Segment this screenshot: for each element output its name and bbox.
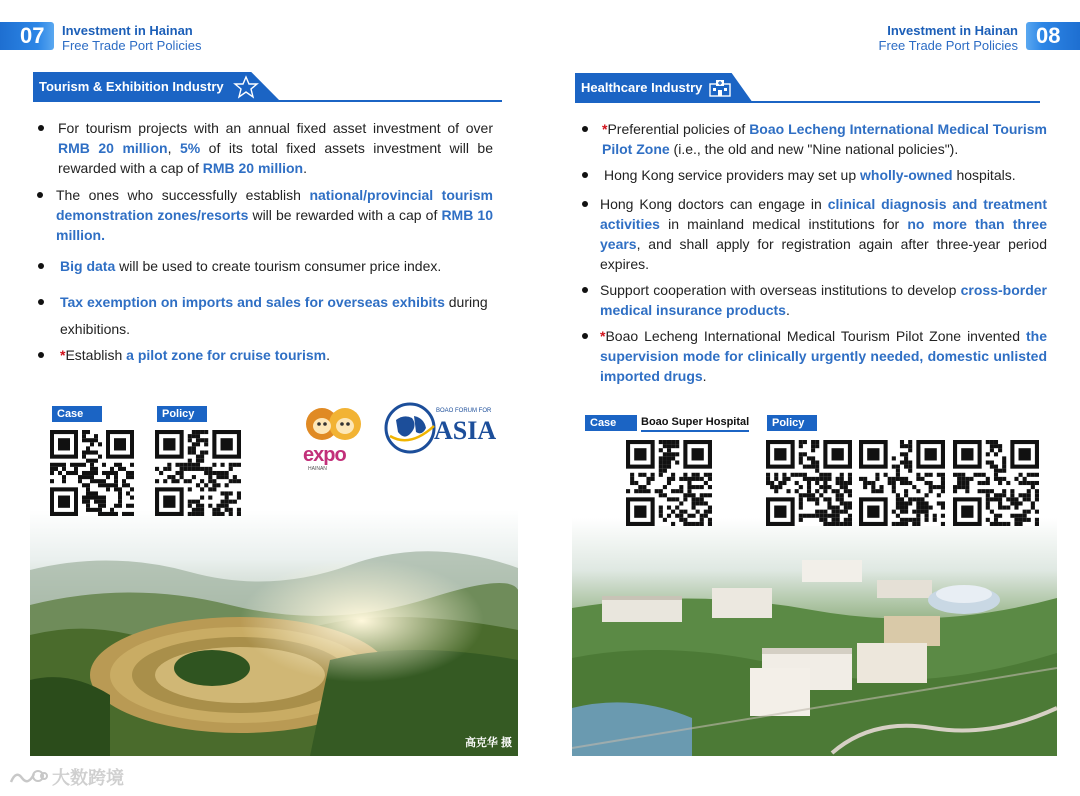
highlight-text: clinical diagnosis and treatment activities: [600, 196, 1047, 232]
body-text: hospitals.: [952, 167, 1016, 183]
tourism-section-rule: [270, 100, 502, 102]
body-text: will be rewarded with a cap of: [248, 207, 442, 223]
boao-forum-asia-logo: [384, 402, 524, 460]
right-header-subtitle: Free Trade Port Policies: [878, 38, 1018, 53]
right-header-title: Investment in Hainan: [887, 23, 1018, 38]
healthcare-bullet-3: [582, 194, 1047, 274]
globe-icon: [384, 402, 436, 454]
healthcare-section-rule: [740, 101, 1040, 103]
tourism-bullet-1: [38, 118, 493, 178]
body-text: The ones who successfully establish: [56, 187, 310, 203]
body-text: Hong Kong service providers may set up: [604, 167, 861, 183]
body-text: Support cooperation with overseas institutions to develop: [600, 282, 961, 298]
left-case-tag: Case: [52, 406, 102, 422]
body-text: will be used to create tourism consumer price index.: [115, 258, 442, 274]
highlight-text: RMB 20 million: [58, 140, 168, 156]
healthcare-bullet-5: [582, 326, 1047, 386]
right-page-header: [879, 23, 1018, 53]
highlight-text: RMB 20 million: [202, 160, 304, 176]
highlight-text: Boao Lecheng International Medical Tourism Pilot Zone: [602, 121, 1047, 157]
body-text: Hong Kong doctors can engage in: [600, 196, 828, 212]
healthcare-section-title-text: Healthcare Industry: [581, 80, 703, 95]
right-policy-qr-code-2[interactable]: [859, 440, 945, 526]
watermark-logo-icon: [8, 766, 48, 788]
case-name-boao-super-hospital: Boao Super Hospital: [641, 414, 749, 432]
photo-credit: 高克华 摄: [464, 737, 512, 749]
healthcare-bullet-4: [582, 280, 1047, 320]
star-icon: [233, 75, 259, 99]
boao-logo-asia-text: ASIA: [434, 416, 497, 445]
left-policy-tag: Policy: [157, 406, 207, 422]
healthcare-bullet-1: [582, 119, 1047, 159]
tourism-bullet-5: [38, 345, 493, 365]
body-text: Preferential policies of: [607, 121, 750, 137]
body-text: in mainland medical institutions for: [659, 216, 908, 232]
asterisk-mark: *: [600, 328, 606, 344]
right-case-tag: Case: [585, 415, 637, 431]
highlight-text: cross-border medical insurance products: [600, 282, 1047, 318]
expo-logo-text: expo: [303, 444, 346, 466]
highlight-text: no more than three years: [600, 216, 1047, 252]
right-case-qr-code[interactable]: [626, 440, 712, 526]
right-page-number: 08: [1026, 22, 1080, 50]
highlight-text: 5%: [179, 140, 201, 156]
tourism-bullet-3: [38, 256, 493, 276]
hospital-campus-photo: [572, 518, 1057, 756]
body-text: .: [785, 302, 790, 318]
body-text: Boao Lecheng International Medical Tourism Pilot Zone invented: [605, 328, 1026, 344]
body-text: during exhibitions.: [60, 294, 488, 337]
body-text: .: [702, 368, 707, 384]
watermark: [8, 764, 124, 790]
highlight-text: RMB 10 million.: [56, 207, 493, 243]
rice-terraces-photo: [30, 510, 518, 756]
body-text: For tourism projects with an annual fixed asset investment of over: [58, 120, 493, 136]
left-page-header: [62, 23, 201, 53]
right-policy-qr-code-3[interactable]: [953, 440, 1039, 526]
tourism-section-title-text: Tourism & Exhibition Industry: [39, 79, 224, 94]
body-text: (i.e., the old and new "Nine national policies").: [669, 141, 959, 157]
body-text: ,: [167, 140, 180, 156]
expo-logo-subtext: HAINAN: [308, 466, 327, 472]
asterisk-mark: *: [602, 121, 608, 137]
asterisk-mark: *: [60, 347, 66, 363]
body-text: , and shall apply for registration again after three-year period expires.: [600, 236, 1047, 272]
highlight-text: wholly-owned: [860, 167, 953, 183]
body-text: .: [303, 160, 307, 176]
right-policy-tag: Policy: [767, 415, 817, 431]
body-text: of its total fixed assets investment will be rewarded with a cap of: [58, 140, 494, 176]
left-header-title: Investment in Hainan: [62, 23, 193, 38]
highlight-text: national/provincial tourism demonstration zones/resorts: [56, 187, 493, 223]
healthcare-bullet-2: [582, 165, 1047, 185]
body-text: Establish: [65, 347, 127, 363]
tourism-bullet-4: [38, 289, 493, 343]
boao-logo-top-text: BOAO FORUM FOR: [436, 408, 492, 414]
highlight-text: the supervision mode for clinically urgently needed, domestic unlisted imported drugs: [600, 328, 1047, 384]
tourism-section-title: [33, 72, 281, 102]
hospital-icon: [709, 79, 731, 97]
highlight-text: a pilot zone for cruise tourism: [126, 347, 327, 363]
body-text: .: [326, 347, 330, 363]
highlight-text: Big data: [60, 258, 116, 274]
healthcare-section-title: [575, 73, 753, 103]
left-case-qr-code[interactable]: [50, 430, 134, 516]
highlight-text: Tax exemption on imports and sales for overseas exhibits: [60, 294, 445, 310]
tourism-bullet-2: [38, 185, 493, 245]
right-policy-qr-code-1[interactable]: [766, 440, 852, 526]
left-header-subtitle: Free Trade Port Policies: [62, 38, 202, 53]
left-page-number: 07: [0, 22, 54, 50]
left-policy-qr-code[interactable]: [155, 430, 241, 516]
hainan-expo-logo: [300, 402, 370, 474]
watermark-text: 大数跨境: [52, 768, 124, 788]
